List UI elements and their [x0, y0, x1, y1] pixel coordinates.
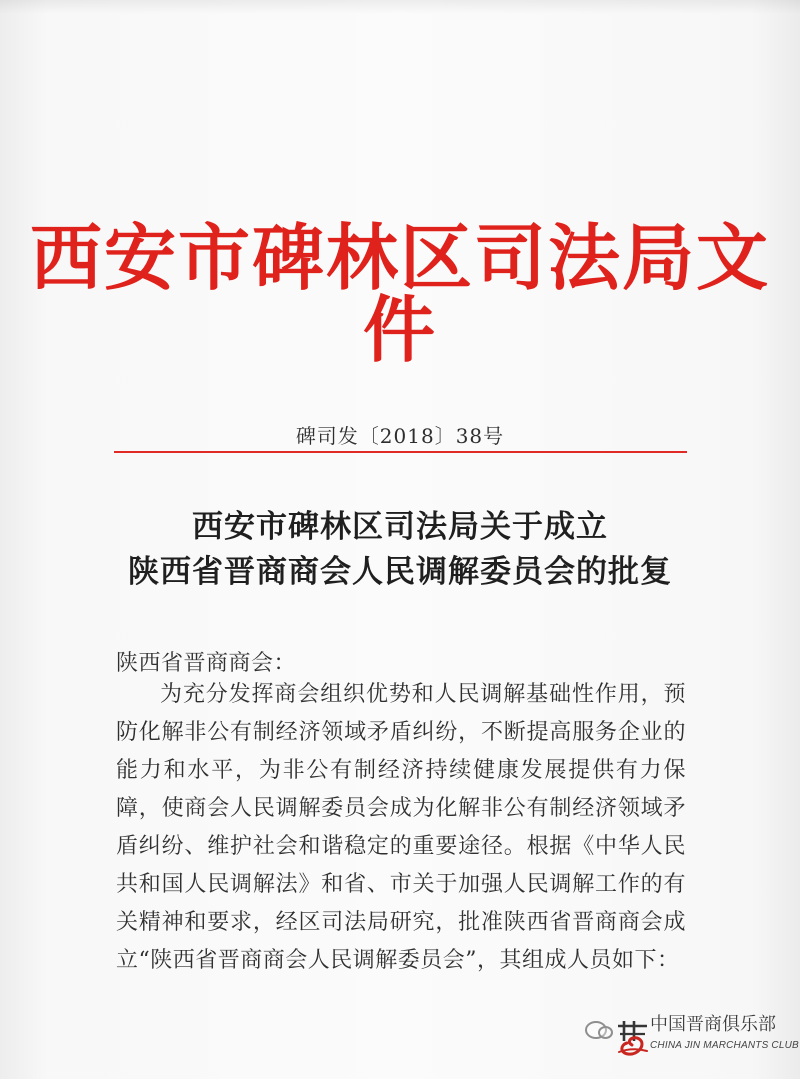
- subject-line-1: 西安市碑林区司法局关于成立: [192, 509, 608, 545]
- wechat-icon-secondary: [598, 1026, 613, 1039]
- watermark-english-name: CHINA JIN MARCHANTS CLUB: [650, 1040, 799, 1051]
- addressee: 陕西省晋商商会：: [116, 651, 297, 676]
- watermark: [585, 1014, 799, 1064]
- club-emblem-icon: [616, 1018, 649, 1056]
- watermark-chinese-name: 中国晋商俱乐部: [650, 1014, 776, 1035]
- subject-line-2: 陕西省晋商商会人民调解委员会的批复: [128, 554, 672, 590]
- document-number: 碑司发〔2018〕38号: [295, 424, 505, 448]
- red-divider-line: [114, 451, 687, 453]
- page-top-shadow: [0, 0, 800, 14]
- document-subject: [0, 505, 800, 595]
- issuer-title: 西安市碑林区司法局文件: [29, 215, 770, 372]
- body-paragraph: 为充分发挥商会组织优势和人民调解基础性作用，预防化解非公有制经济领域矛盾纠纷，不断提高服务企业的能力和水平，为非公有制经济持续健康发展提供有力保障，使商会人民调解委员会成为化解非公有制经济领域矛盾纠纷、维护社会和谐稳定的重要途径。根据《中华人民共和国人民调解法》和省、市关于加强人民调解工作的有关精神和要求，经区司法局研究，批准陕西省晋商商会成立“陕西省晋商商会人民调解委员会”，其组成人员如下：: [116, 682, 686, 973]
